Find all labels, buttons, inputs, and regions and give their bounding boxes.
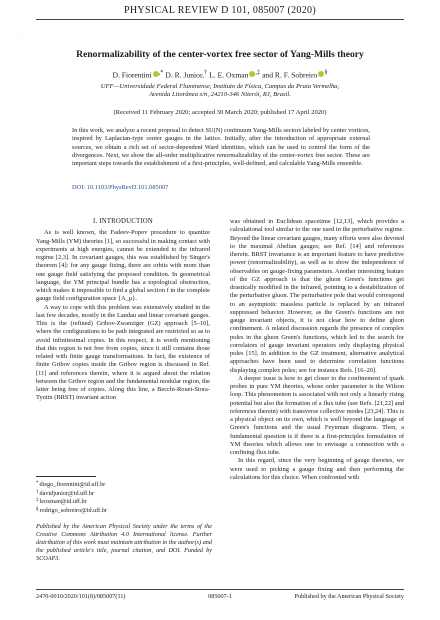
footnote-mark: *: [36, 481, 39, 486]
footnote: [36, 506, 210, 515]
author-mark: †: [204, 69, 208, 76]
right-column: [230, 218, 404, 482]
footer-publisher: Published by the American Physical Society: [294, 593, 404, 600]
body-paragraph: As is well known, the Fadeev-Popov procedure to quantize Yang-Mills (YM) theories [1], so successful in making contact with experiments at high energies, cannot be extended to the infrared regime [2,3]. In covariant gauges, this was established by Singer's theorem [4]: for any gauge fixing, there are orbits with more than one gauge field satisfying the proposed condition. In geometrical language, the YM principal bundle has a topological obstruction, which makes it impossible to find a global section f in the complete gauge field configuration space {A_μ}.: [36, 229, 210, 303]
section-heading: I. INTRODUCTION: [92, 218, 153, 225]
footnote-rule: [36, 476, 96, 477]
watermark: ·: [16, 30, 27, 43]
left-column: [36, 218, 210, 403]
footnote-email[interactable]: rodrigo_sobreiro@id.uff.br: [39, 506, 107, 514]
body-paragraph: A way to cope with this problem was extensively studied in the last few decades, mostly in the Landau and linear covariant gauges. This is the (refined) Gribov-Zwanziger (GZ) approach [5–10], where the configurations to be path integrated are restricted so as to avoid infinitesimal copies. In this respect, it is worth mentioning that this region is not free from copies, since it still contains those related with finite gauge transformations. In fact, the existence of finite Gribov copies inside the Gribov region is discussed in Ref. [11] and references therein, where it is argued about the relation between the Gribov region and the fundamental modular region, the latter being free of copies. Along this line, a Becchi-Rouet-Stora-Tyutin (BRST) invariant action: [36, 303, 210, 402]
author-name[interactable]: D. R. Junior,: [165, 70, 205, 80]
journal-header: PHYSICAL REVIEW D 101, 085007 (2020): [124, 5, 316, 16]
footnote: [36, 489, 210, 498]
footnote-email[interactable]: diego_fiorentini@id.uff.br: [39, 481, 106, 488]
paper-title: Renormalizability of the center-vortex free sector of Yang-Mills theory: [76, 49, 364, 60]
footer-issn: 2470-0010/2020/101(8)/085007(11): [36, 593, 126, 600]
footnote: [36, 480, 210, 489]
body-paragraph: A deeper issue is how to get closer to the confinement of quark probes in pure YM theories, whose order parameter is the Wilson loop. This phenomenon is associated with not only a linearly rising potential but also the formation of a flux tube (see Refs. [21,22] and references therein) with transverse collective modes [23,24]. This is a physical object on its own, which is well beyond the language of Green's functions and the usual Feynman diagrams. Then, a fundamental question is if there is a first-principles formulation of YM theories which allows one to envisage a connection with a confining flux tube.: [230, 374, 404, 456]
footnote: [36, 497, 210, 506]
affiliation-line: Avenida Litorânea s/n, 24210-346 Niterói, RJ, Brasil.: [149, 91, 291, 98]
footer-rule: [36, 589, 404, 590]
author-name[interactable]: D. Fiorentini: [112, 70, 152, 80]
footnote-email[interactable]: davidjunior@id.uff.br: [39, 489, 94, 497]
header-rule: [36, 19, 404, 20]
footnote-mark: §: [36, 506, 39, 512]
author-mark: ,‡: [255, 69, 261, 76]
body-paragraph: In this regard, since the very beginning of gauge theories, we were used to picking a gauge fixing and then performing the calculations for this choice. When confronted with: [230, 457, 404, 481]
author-name[interactable]: L. E. Oxman: [209, 70, 249, 80]
publication-dates: (Received 11 February 2020; accepted 30 March 2020; published 17 April 2020): [113, 109, 327, 116]
footnote-mark: ‡: [36, 498, 39, 504]
author-name[interactable]: and R. F. Sobreiro: [262, 70, 318, 80]
author-list: [40, 69, 400, 80]
author-mark: §: [324, 69, 328, 76]
license-note: Published by the American Physical Society under the terms of the Creative Commons Attribution 4.0 International license. Further distribution of this work must maintain attribution to the author(s) and the published article's title, journal citation, and DOI. Funded by SCOAP3.: [36, 523, 212, 562]
affiliation-line: UFF—Universidade Federal Fluminense, Instituto de Física, Campus da Praia Vermelha,: [100, 83, 340, 90]
abstract: In this work, we analyze a recent proposal to detect SU(N) continuum Yang-Mills sectors labeled by center vortices, inspired by Laplacian-type center gauges in the lattice. Initially, after the introduction of appropriate external sources, we obtain a rich set of sector-dependent Ward identities, which can be used to control the form of the divergences. Next, we show the all-order multiplicative renormalizability of the center-vortex free sector. These are important steps towards the establishment of a first-principles, well-defined, and calculable Yang-Mills ensemble.: [72, 127, 370, 168]
footnotes: [36, 480, 210, 514]
doi-link[interactable]: DOI: 10.1103/PhysRevD.101.085007: [72, 184, 169, 191]
body-paragraph: was obtained in Euclidean spacetime [12,13], which provides a calculational tool similar to the one used in the perturbative regime. Beyond the linear covariant gauges, many efforts were also devoted to the maximal Abelian gauges; see Ref. [14] and references therein. BRST invariance is an important feature to have predictive power (renormalizability), as well as to show the independence of observables on gauge-fixing parameters. Another interesting feature of the GZ approach is that the gluon Green's functions get drastically modified in the infrared, pointing to a destabilization of the perturbative gluon. The perturbative pole that would correspond to an asymptotic massless particle is replaced by an infrared suppressed behavior. However, as the Green's functions are not gauge invariant objects, it is not clear how to define gluon confinement. A related discussion regards the presence of complex poles in the gluon Green's functions, which led to the search for correlators of gauge invariant operators only displaying physical poles [15]. In addition to the GZ treatment, alternative analytical approaches have been used to determine correlation functions displaying complex poles; see for instance Refs. [16–20].: [230, 218, 404, 374]
affiliation: [50, 83, 390, 99]
footnote-mark: †: [36, 489, 39, 495]
page-number: 085007-1: [208, 593, 232, 600]
author-mark: ,*: [158, 69, 164, 76]
footnote-email[interactable]: leoxman@id.uff.br: [39, 498, 87, 506]
